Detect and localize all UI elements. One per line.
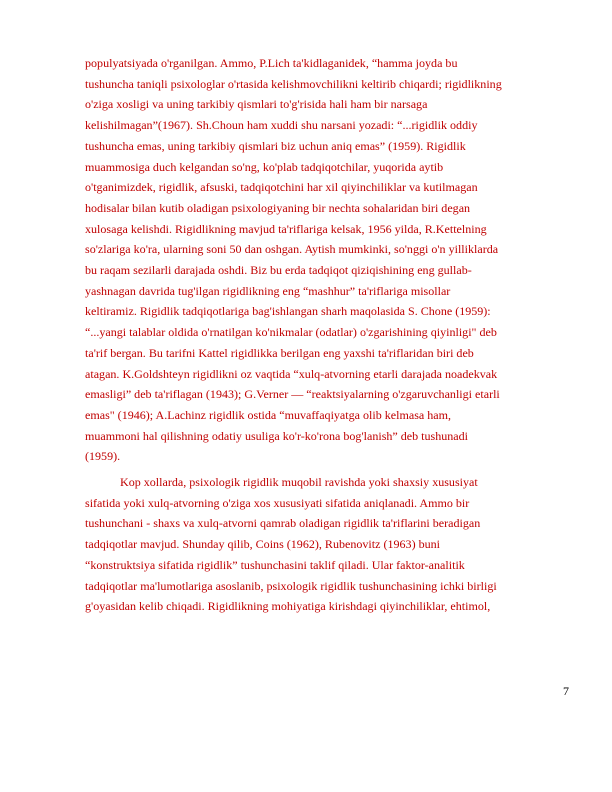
text-line: keltiramiz. Rigidlik tadqiqotlariga bag'ishlangan sharh maqolasida S. Chone (1959): xyxy=(85,304,491,319)
text-line: hodisalar bilan kutib oladigan psixologiyaning bir nechta sohalaridan biri degan xyxy=(85,200,471,215)
text-line: emas" (1946); A.Lachinz rigidlik ostida “muvaffaqiyatga olib kelmasa ham, xyxy=(85,407,452,422)
text-line: sifatida yoki xulq-atvorning o'ziga xos xususiyati sifatida aniqlanadi. Ammo bir xyxy=(85,495,470,510)
text-line: (1959). xyxy=(85,449,121,464)
text-line: xulosaga kelishdi. Rigidlikning mavjud ta'riflariga kelsak, 1956 yilda, R.Kettelning xyxy=(85,221,487,236)
text-line: o'tganimizdek, rigidlik, afsuski, tadqiqotchini har xil qiyinchiliklar va kutilmagan xyxy=(85,180,478,195)
document-page xyxy=(85,53,573,617)
text-line: kelishilmagan”(1967). Sh.Choun ham xuddi shu narsani yozadi: “...rigidlik oddiy xyxy=(85,118,478,133)
text-line: g'oyasidan kelib chiqadi. Rigidlikning mohiyatiga kirishdagi qiyinchiliklar, ehtimol, xyxy=(85,599,491,614)
text-line: bu raqam sezilarli darajada oshdi. Biz bu erda tadqiqot qiziqishining eng gullab- xyxy=(85,263,472,278)
paragraph-2 xyxy=(85,472,573,617)
text-line: muammosiga duch kelgandan so'ng, ko'plab tadqiqotchilar, yuqorida aytib xyxy=(85,159,444,174)
text-line: “...yangi talablar oldida o'rnatilgan ko'nikmalar (odatlar) o'zgarishining qiyinligi" deb xyxy=(85,325,497,340)
text-line: atagan. K.Goldshteyn rigidlikni oz vaqtida “xulq-atvorning etarli darajada noadekvak xyxy=(85,366,498,381)
text-line: tushuncha emas, uning tarkibiy qismlari biz uchun aniq emas” (1959). Rigidlik xyxy=(85,138,466,153)
paragraph-1 xyxy=(85,53,573,467)
text-line: emasligi” deb ta'riflagan (1943); G.Verner — “reaktsiyalarning o'zgaruvchanligi etarli xyxy=(85,387,500,402)
text-line: ta'rif bergan. Bu tarifni Kattel rigidlikka berilgan eng yaxshi ta'riflaridan biri deb xyxy=(85,345,474,360)
text-line: tadqiqotlar ma'lumotlariga asoslanib, psixologik rigidlik tushunchasining ichki birligi xyxy=(85,578,497,593)
text-line: muammoni hal qilishning odatiy usuliga ko'r-ko'rona bog'lanish” deb tushunadi xyxy=(85,428,469,443)
text-line: populyatsiyada o'rganilgan. Ammo, P.Lich ta'kidlaganidek, “hamma joyda bu xyxy=(85,56,458,70)
text-line-first: Kop xollarda, psixologik rigidlik muqobil ravishda yoki shaxsiy xususiyat xyxy=(120,475,478,490)
text-line: so'zlariga ko'ra, ularning soni 50 dan oshgan. Aytish mumkinki, so'nggi o'n yilliklarda xyxy=(85,242,499,257)
text-line: o'ziga xosligi va uning tarkibiy qismlari to'g'risida hali ham bir narsaga xyxy=(85,97,428,112)
text-line: yashnagan davrida tug'ilgan rigidlikning eng “mashhur” ta'riflariga misollar xyxy=(85,283,451,298)
text-line: tadqiqotlar mavjud. Shunday qilib, Coins (1962), Rubenovitz (1963) buni xyxy=(85,537,441,552)
text-line: “konstruktsiya sifatida rigidlik” tushunchasini taklif qiladi. Ular faktor-analitik xyxy=(85,557,465,572)
text-line: tushunchani - shaxs va xulq-atvorni qamrab oladigan rigidlik ta'riflarini beradigan xyxy=(85,516,481,531)
text-line: tushuncha taniqli psixologlar o'rtasida kelishmovchilikni keltirib chiqardi; rigidlikning xyxy=(85,76,502,91)
page-number: 7 xyxy=(563,684,569,698)
